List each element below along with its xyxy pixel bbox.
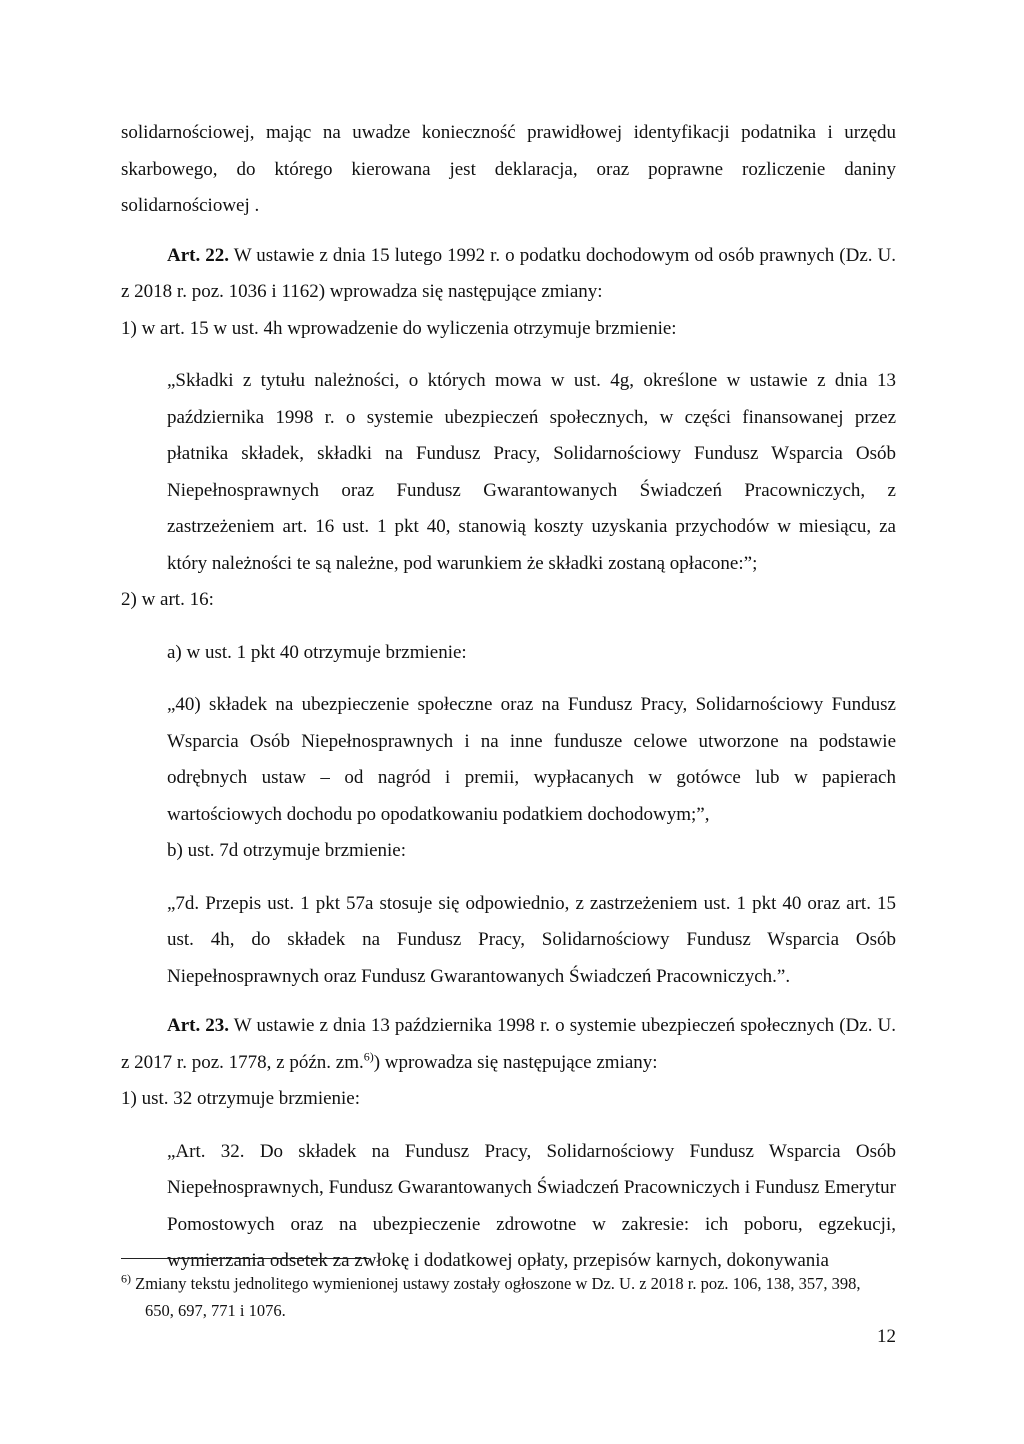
page-body bbox=[121, 115, 896, 1280]
footnote bbox=[121, 1270, 896, 1324]
page-number: 12 bbox=[877, 1326, 896, 1347]
article-22-text: W ustawie z dnia 15 lutego 1992 r. o podatku dochodowym od osób prawnych (Dz. U. z 2018 r. poz. 1036 i 1162) wprowadza się następujące zmiany: bbox=[121, 244, 897, 302]
amendment-quote-3: „7d. Przepis ust. 1 pkt 57a stosuje się odpowiednio, z zastrzeżeniem ust. 1 pkt 40 oraz art. 15 ust. 4h, do składek na Fundusz Pracy, Solidarnościowy Fundusz Wsparcia Osób Niepełnosprawnych oraz Fundusz Gwarantowanych Świadczeń Pracowniczych.”. bbox=[167, 892, 896, 987]
amendment-quote-4: „Art. 32. Do składek na Fundusz Pracy, Solidarnościowy Fundusz Wsparcia Osób Niepełnosprawnych, Fundusz Gwarantowanych Świadczeń Pracowniczych i Fundusz Emerytur Pomostowych oraz na ubezpieczenie zdrowotne w zakresie: ich poboru, egzekucji, wymierzania odsetek za zwłokę i dodatkowej opłaty, przepisów karnych, dokonywania bbox=[167, 1140, 896, 1271]
article-23-text-a: W ustawie z dnia 13 października 1998 r. o systemie ubezpieczeń społecznych (Dz. U. z 2017 r. poz. 1778, z późn. zm. bbox=[121, 1015, 896, 1073]
article-23-label: Art. 23. bbox=[167, 1015, 230, 1036]
article-22 bbox=[121, 238, 896, 311]
footnote-ref: 6) bbox=[363, 1049, 374, 1064]
amendment-item-3: 1) ust. 32 otrzymuje brzmienie: bbox=[121, 1088, 361, 1109]
article-22-label: Art. 22. bbox=[167, 244, 230, 266]
amendment-quote-1: „Składki z tytułu należności, o których mowa w ust. 4g, określone w ustawie z dnia 13 października 1998 r. o systemie ubezpieczeń społecznych, w części finansowanej przez płatnika składek, składki na Fundusz Pracy, Solidarnościowy Fundusz Wsparcia Osób Niepełnosprawnych oraz Fundusz Gwarantowanych Świadczeń Pracowniczych, z zastrzeżeniem art. 16 ust. 1 pkt 40, stanowią koszty uzyskania przychodów w miesiącu, za który należności te są należne, pod warunkiem że składki zostaną opłacone:”; bbox=[167, 370, 896, 574]
footnote-text-1: Zmiany tekstu jednolitego wymienionej ustawy zostały ogłoszone w Dz. U. z 2018 r. poz. 106, 138, 357, 398, bbox=[131, 1274, 861, 1293]
amendment-quote-2: „40) składek na ubezpieczenie społeczne oraz na Fundusz Pracy, Solidarnościowy Fundusz Wsparcia Osób Niepełnosprawnych i na inne fundusze celowe utworzone na podstawie odrębnych ustaw – od nagród i premii, wypłacanych w gotówce lub w papierach wartościowych dochodu po opodatkowaniu podatkiem dochodowym;”, bbox=[167, 694, 896, 825]
article-23 bbox=[121, 1008, 896, 1081]
footnote-separator bbox=[121, 1258, 369, 1259]
article-23-text-b: ) wprowadza się następujące zmiany: bbox=[373, 1051, 658, 1073]
footnote-marker: 6) bbox=[121, 1271, 131, 1286]
amendment-item-2: 2) w art. 16: bbox=[121, 589, 214, 610]
paragraph-continuation: solidarnościowej, mając na uwadze konieczność prawidłowej identyfikacji podatnika i urzędu skarbowego, do którego kierowana jest deklaracja, oraz poprawne rozliczenie daniny solidarnościowej . bbox=[121, 122, 896, 216]
footnote-line-2: 650, 697, 771 i 1076. bbox=[145, 1301, 286, 1320]
amendment-item-2b: b) ust. 7d otrzymuje brzmienie: bbox=[167, 840, 407, 861]
amendment-item-1: 1) w art. 15 w ust. 4h wprowadzenie do wyliczenia otrzymuje brzmienie: bbox=[121, 317, 677, 339]
footnote-line-1 bbox=[121, 1270, 896, 1297]
amendment-item-2a: a) w ust. 1 pkt 40 otrzymuje brzmienie: bbox=[167, 641, 467, 663]
